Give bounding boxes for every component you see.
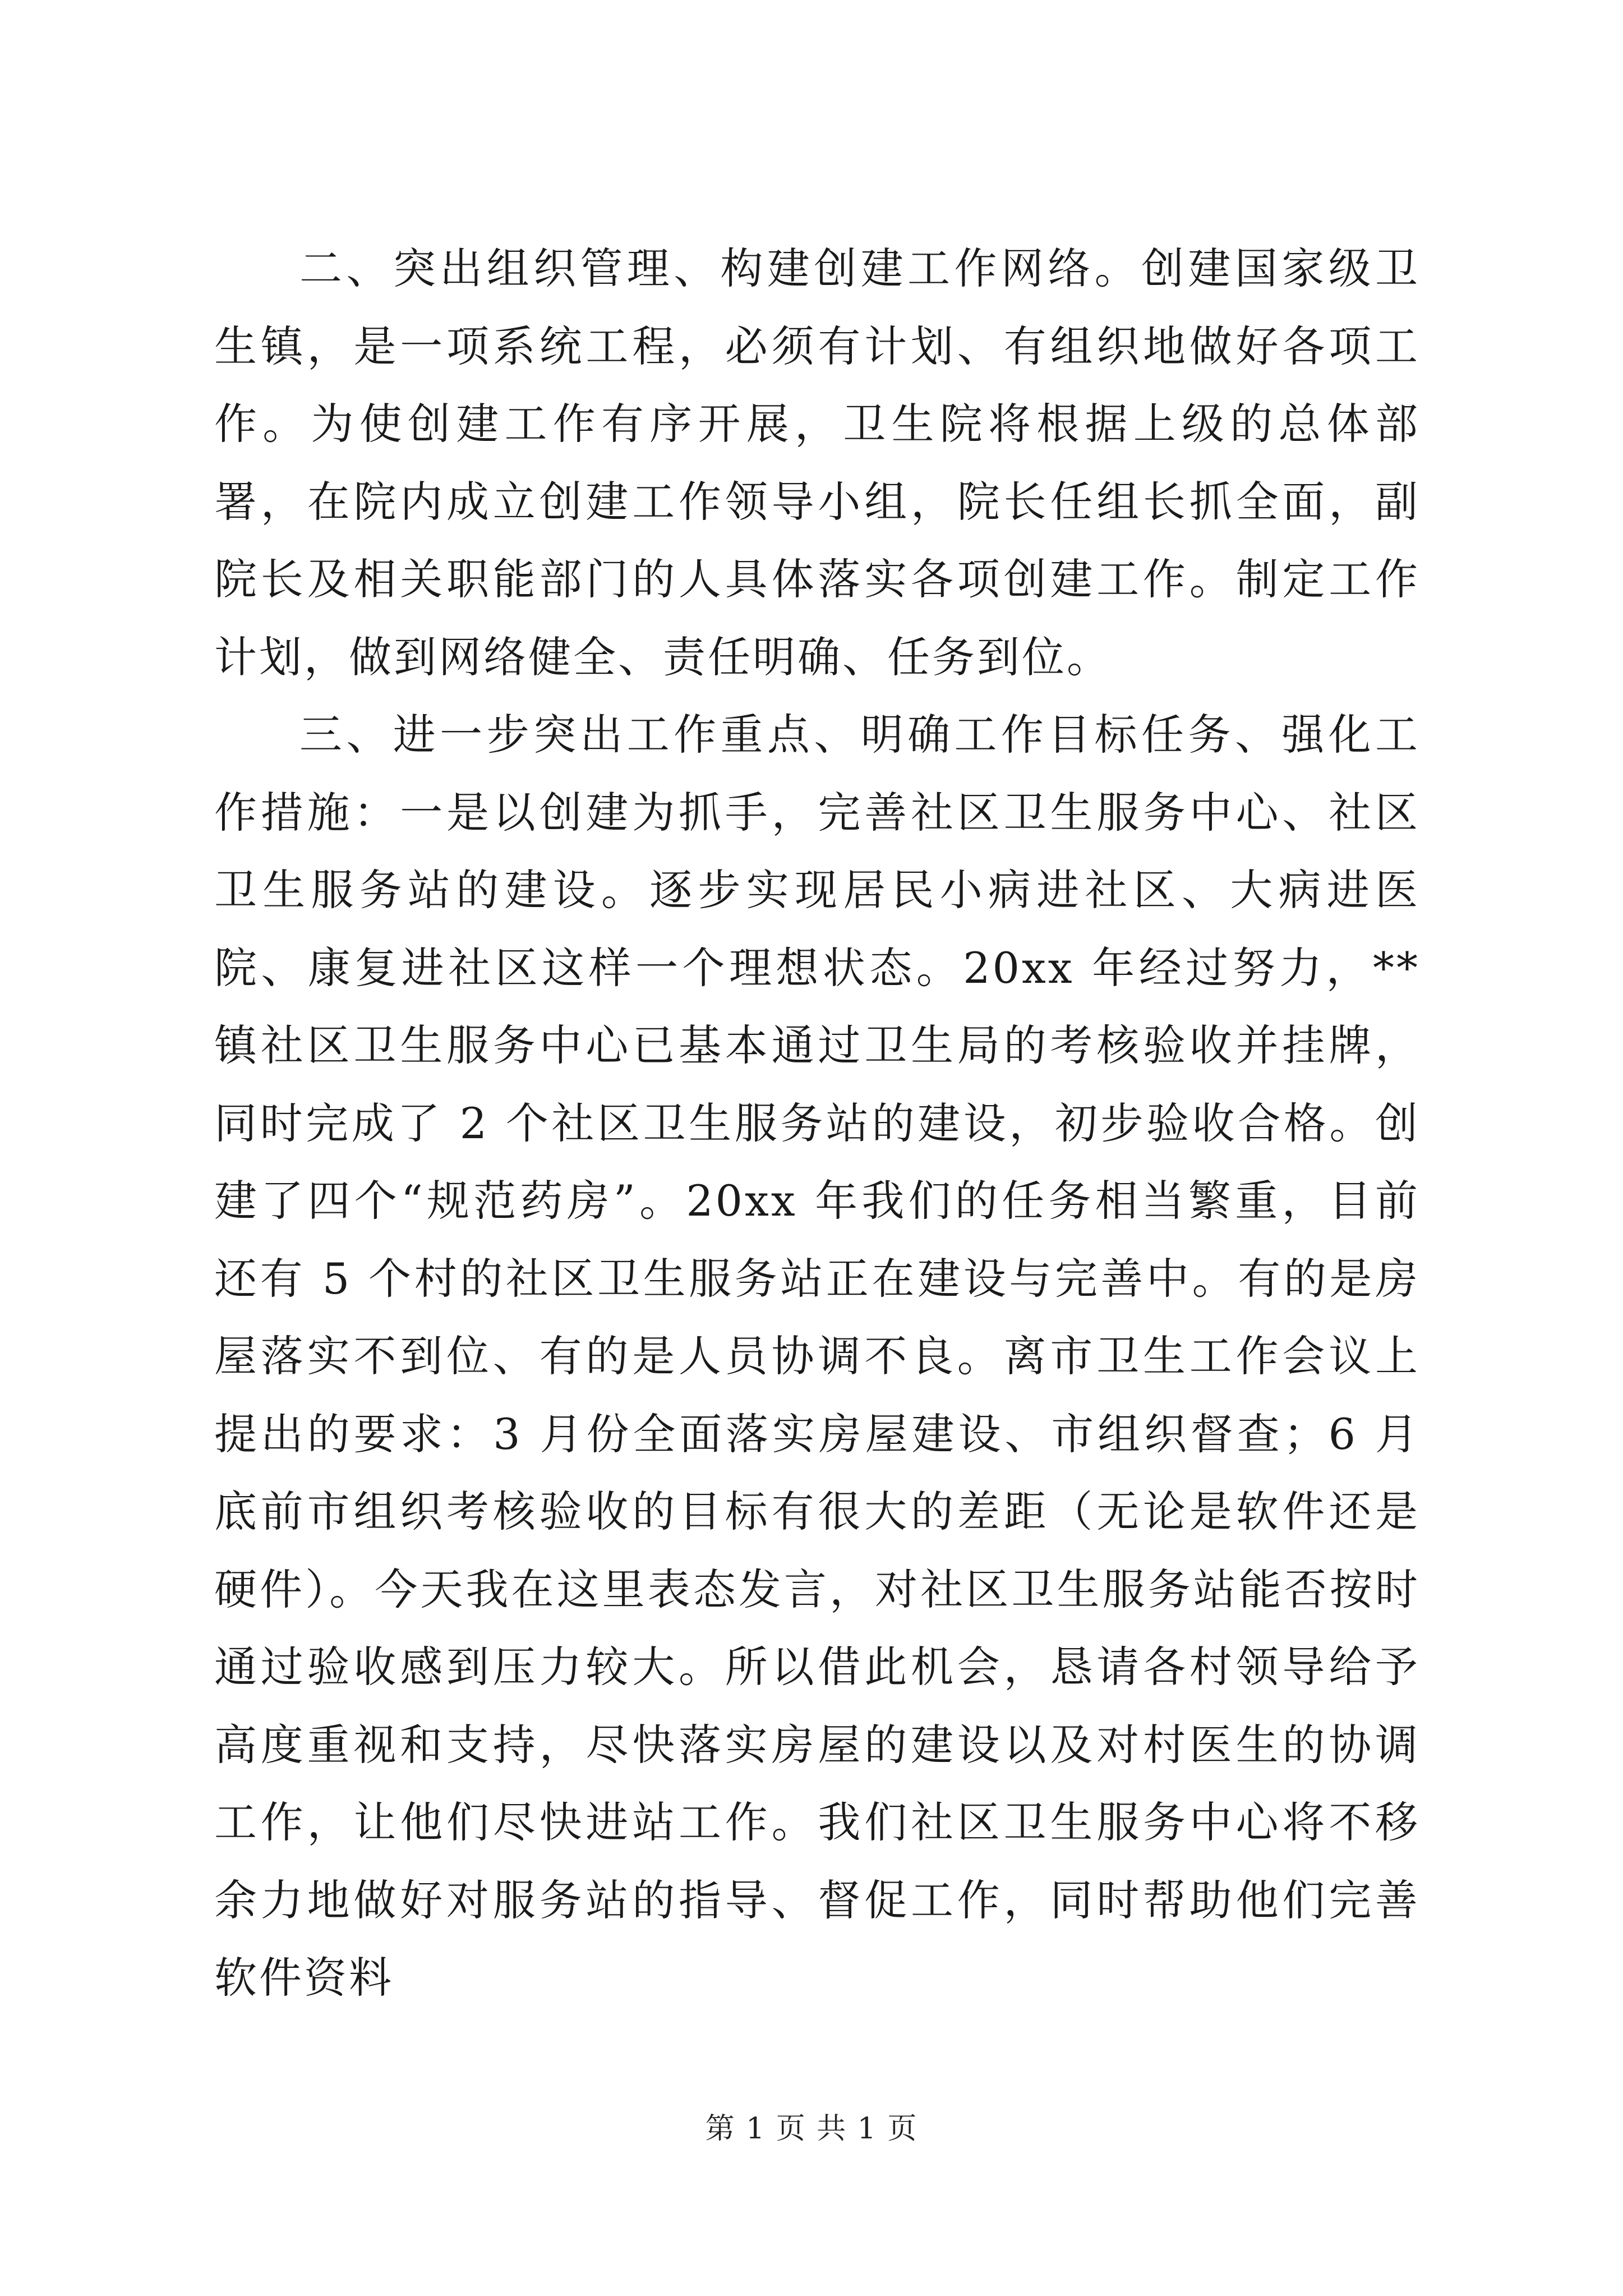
paragraph-work-priorities: 三、进一步突出工作重点、明确工作目标任务、强化工作措施：一是以创建为抓手，完善社区卫生服务中心、社区卫生服务站的建设。逐步实现居民小病进社区、大病进医院、康复进社区这样一个理想状态。20xx 年经过努力，**镇社区卫生服务中心已基本通过卫生局的考核验收并挂牌，同时完成了 2 个社区卫生服务站的建设，初步验收合格。创建了四个“规范药房”。20xx 年我们的任务相当繁重，目前还有 5 个村的社区卫生服务站正在建设与完善中。有的是房屋落实不到位、有的是人员协调不良。离市卫生工作会议上提出的要求：3 月份全面落实房屋建设、市组织督查；6 月底前市组织考核验收的目标有很大的差距（无论是软件还是硬件）。今天我在这里表态发言，对社区卫生服务站能否按时通过验收感到压力较大。所以借此机会，恳请各村领导给予高度重视和支持，尽快落实房屋的建设以及对村医生的协调工作，让他们尽快进站工作。我们社区卫生服务中心将不移余力地做好对服务站的指导、督促工作，同时帮助他们完善软件资料 [214,710,1420,2003]
document-body [214,230,1420,2017]
paragraph-organization-management: 二、突出组织管理、构建创建工作网络。创建国家级卫生镇，是一项系统工程，必须有计划、有组织地做好各项工作。为使创建工作有序开展，卫生院将根据上级的总体部署，在院内成立创建工作领导小组，院长任组长抓全面，副院长及相关职能部门的人具体落实各项创建工作。制定工作计划，做到网络健全、责任明确、任务到位。 [214,243,1420,682]
page-footer: 第 1 页 共 1 页 [705,2112,918,2146]
